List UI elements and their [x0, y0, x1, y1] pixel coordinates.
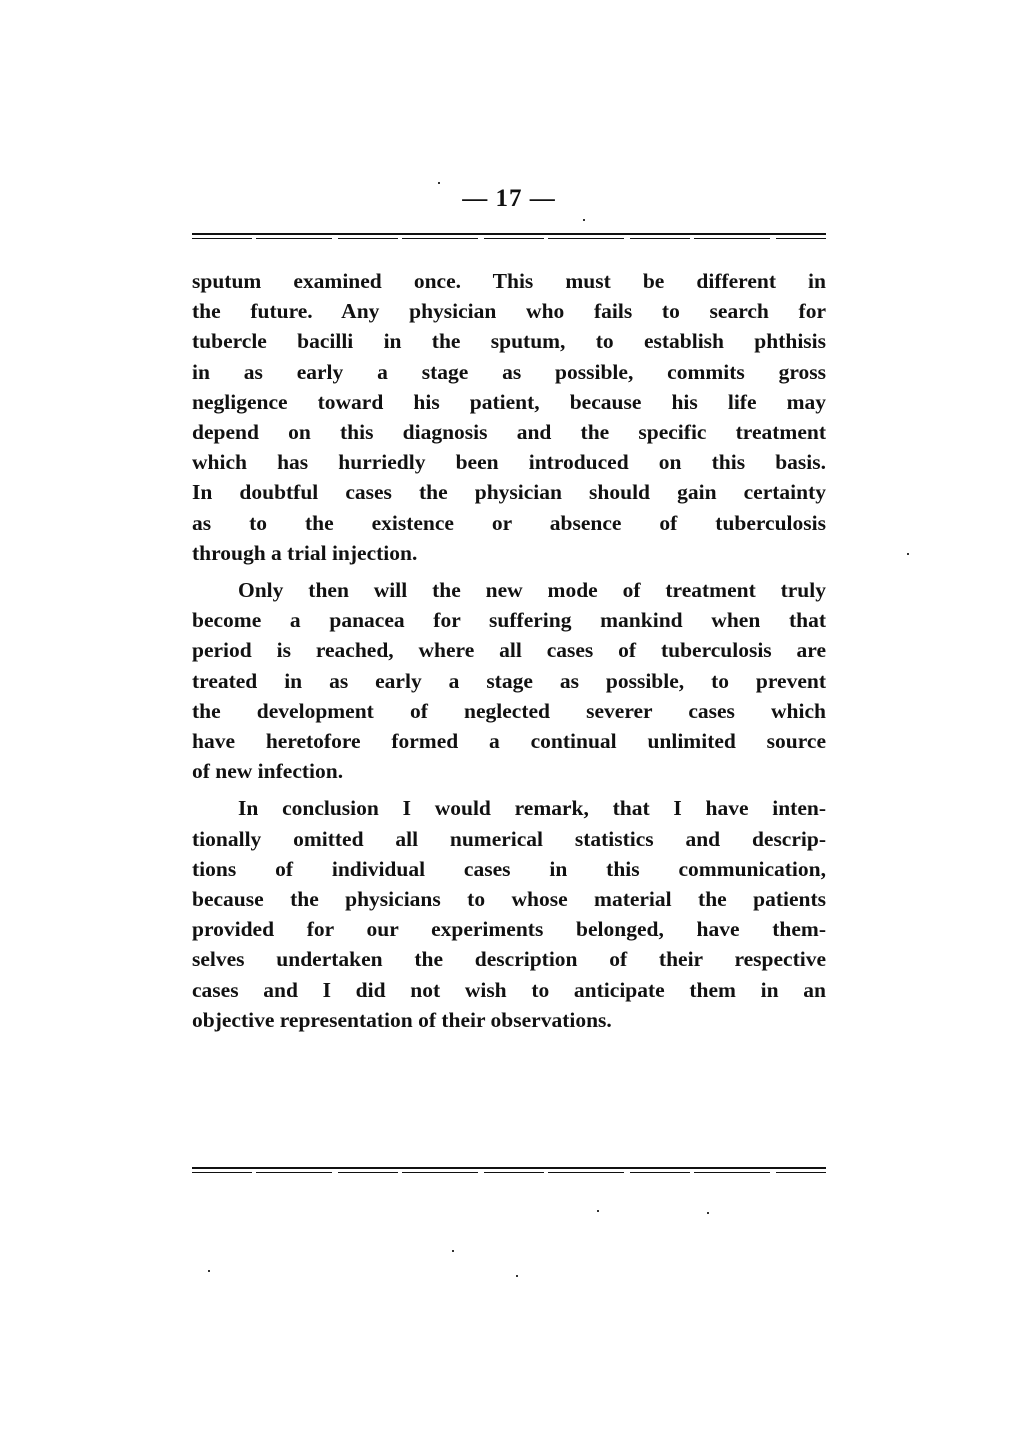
text-line: have heretofore formed a continual unlimited source: [192, 729, 826, 754]
text-line: Only then will the new mode of treatment truly: [238, 578, 826, 603]
text-line: cases and I did not wish to anticipate them in an: [192, 977, 826, 1002]
scan-speck: [707, 1212, 709, 1214]
scan-speck: [516, 1275, 518, 1277]
scan-speck: [597, 1210, 599, 1212]
text-line: objective representation of their observations.: [192, 1007, 612, 1032]
text-line: which has hurriedly been introduced on this basis.: [192, 450, 826, 475]
text-line: period is reached, where all cases of tuberculosis are: [192, 638, 826, 663]
text-line: through a trial injection.: [192, 540, 418, 565]
scan-speck: [452, 1250, 454, 1252]
page-number: — 17 —: [462, 185, 556, 212]
footer-rule: [192, 1167, 826, 1173]
text-line: in as early a stage as possible, commits gross: [192, 359, 826, 384]
text-line: In conclusion I would remark, that I have inten-: [238, 796, 826, 821]
text-line: selves undertaken the description of their respective: [192, 947, 826, 972]
scan-speck: [208, 1270, 210, 1272]
scan-speck: [583, 219, 585, 221]
text-line: of new infection.: [192, 759, 344, 784]
scan-speck: [438, 182, 440, 184]
text-line: the future. Any physician who fails to search for: [192, 299, 826, 324]
footer-rule-thick: [192, 1167, 826, 1169]
text-line: tubercle bacilli in the sputum, to establish phthisis: [192, 329, 826, 354]
footer-rule-thin: [192, 1172, 826, 1173]
text-line: the development of neglected severer cases which: [192, 698, 826, 723]
text-line: tions of individual cases in this communication,: [192, 856, 826, 881]
paragraph-1: [192, 266, 826, 568]
header-rule-thin: [192, 238, 826, 239]
scan-speck: [907, 553, 909, 555]
text-line: In doubtful cases the physician should gain certainty: [192, 480, 826, 505]
header-rule-thick: [192, 233, 826, 235]
text-line: become a panacea for suffering mankind when that: [192, 608, 826, 633]
body-text: [192, 266, 826, 1035]
paragraph-3: [192, 793, 826, 1035]
text-line: as to the existence or absence of tuberculosis: [192, 510, 826, 535]
text-line: treated in as early a stage as possible, to prevent: [192, 668, 826, 693]
header-rule: [192, 233, 826, 239]
text-line: provided for our experiments belonged, have them-: [192, 917, 826, 942]
text-line: because the physicians to whose material the patients: [192, 887, 826, 912]
text-line: sputum examined once. This must be different in: [192, 269, 826, 293]
paragraph-2: [192, 575, 826, 786]
text-line: tionally omitted all numerical statistics and descrip-: [192, 826, 826, 851]
text-line: negligence toward his patient, because his life may: [192, 389, 826, 414]
text-line: depend on this diagnosis and the specific treatment: [192, 420, 826, 445]
